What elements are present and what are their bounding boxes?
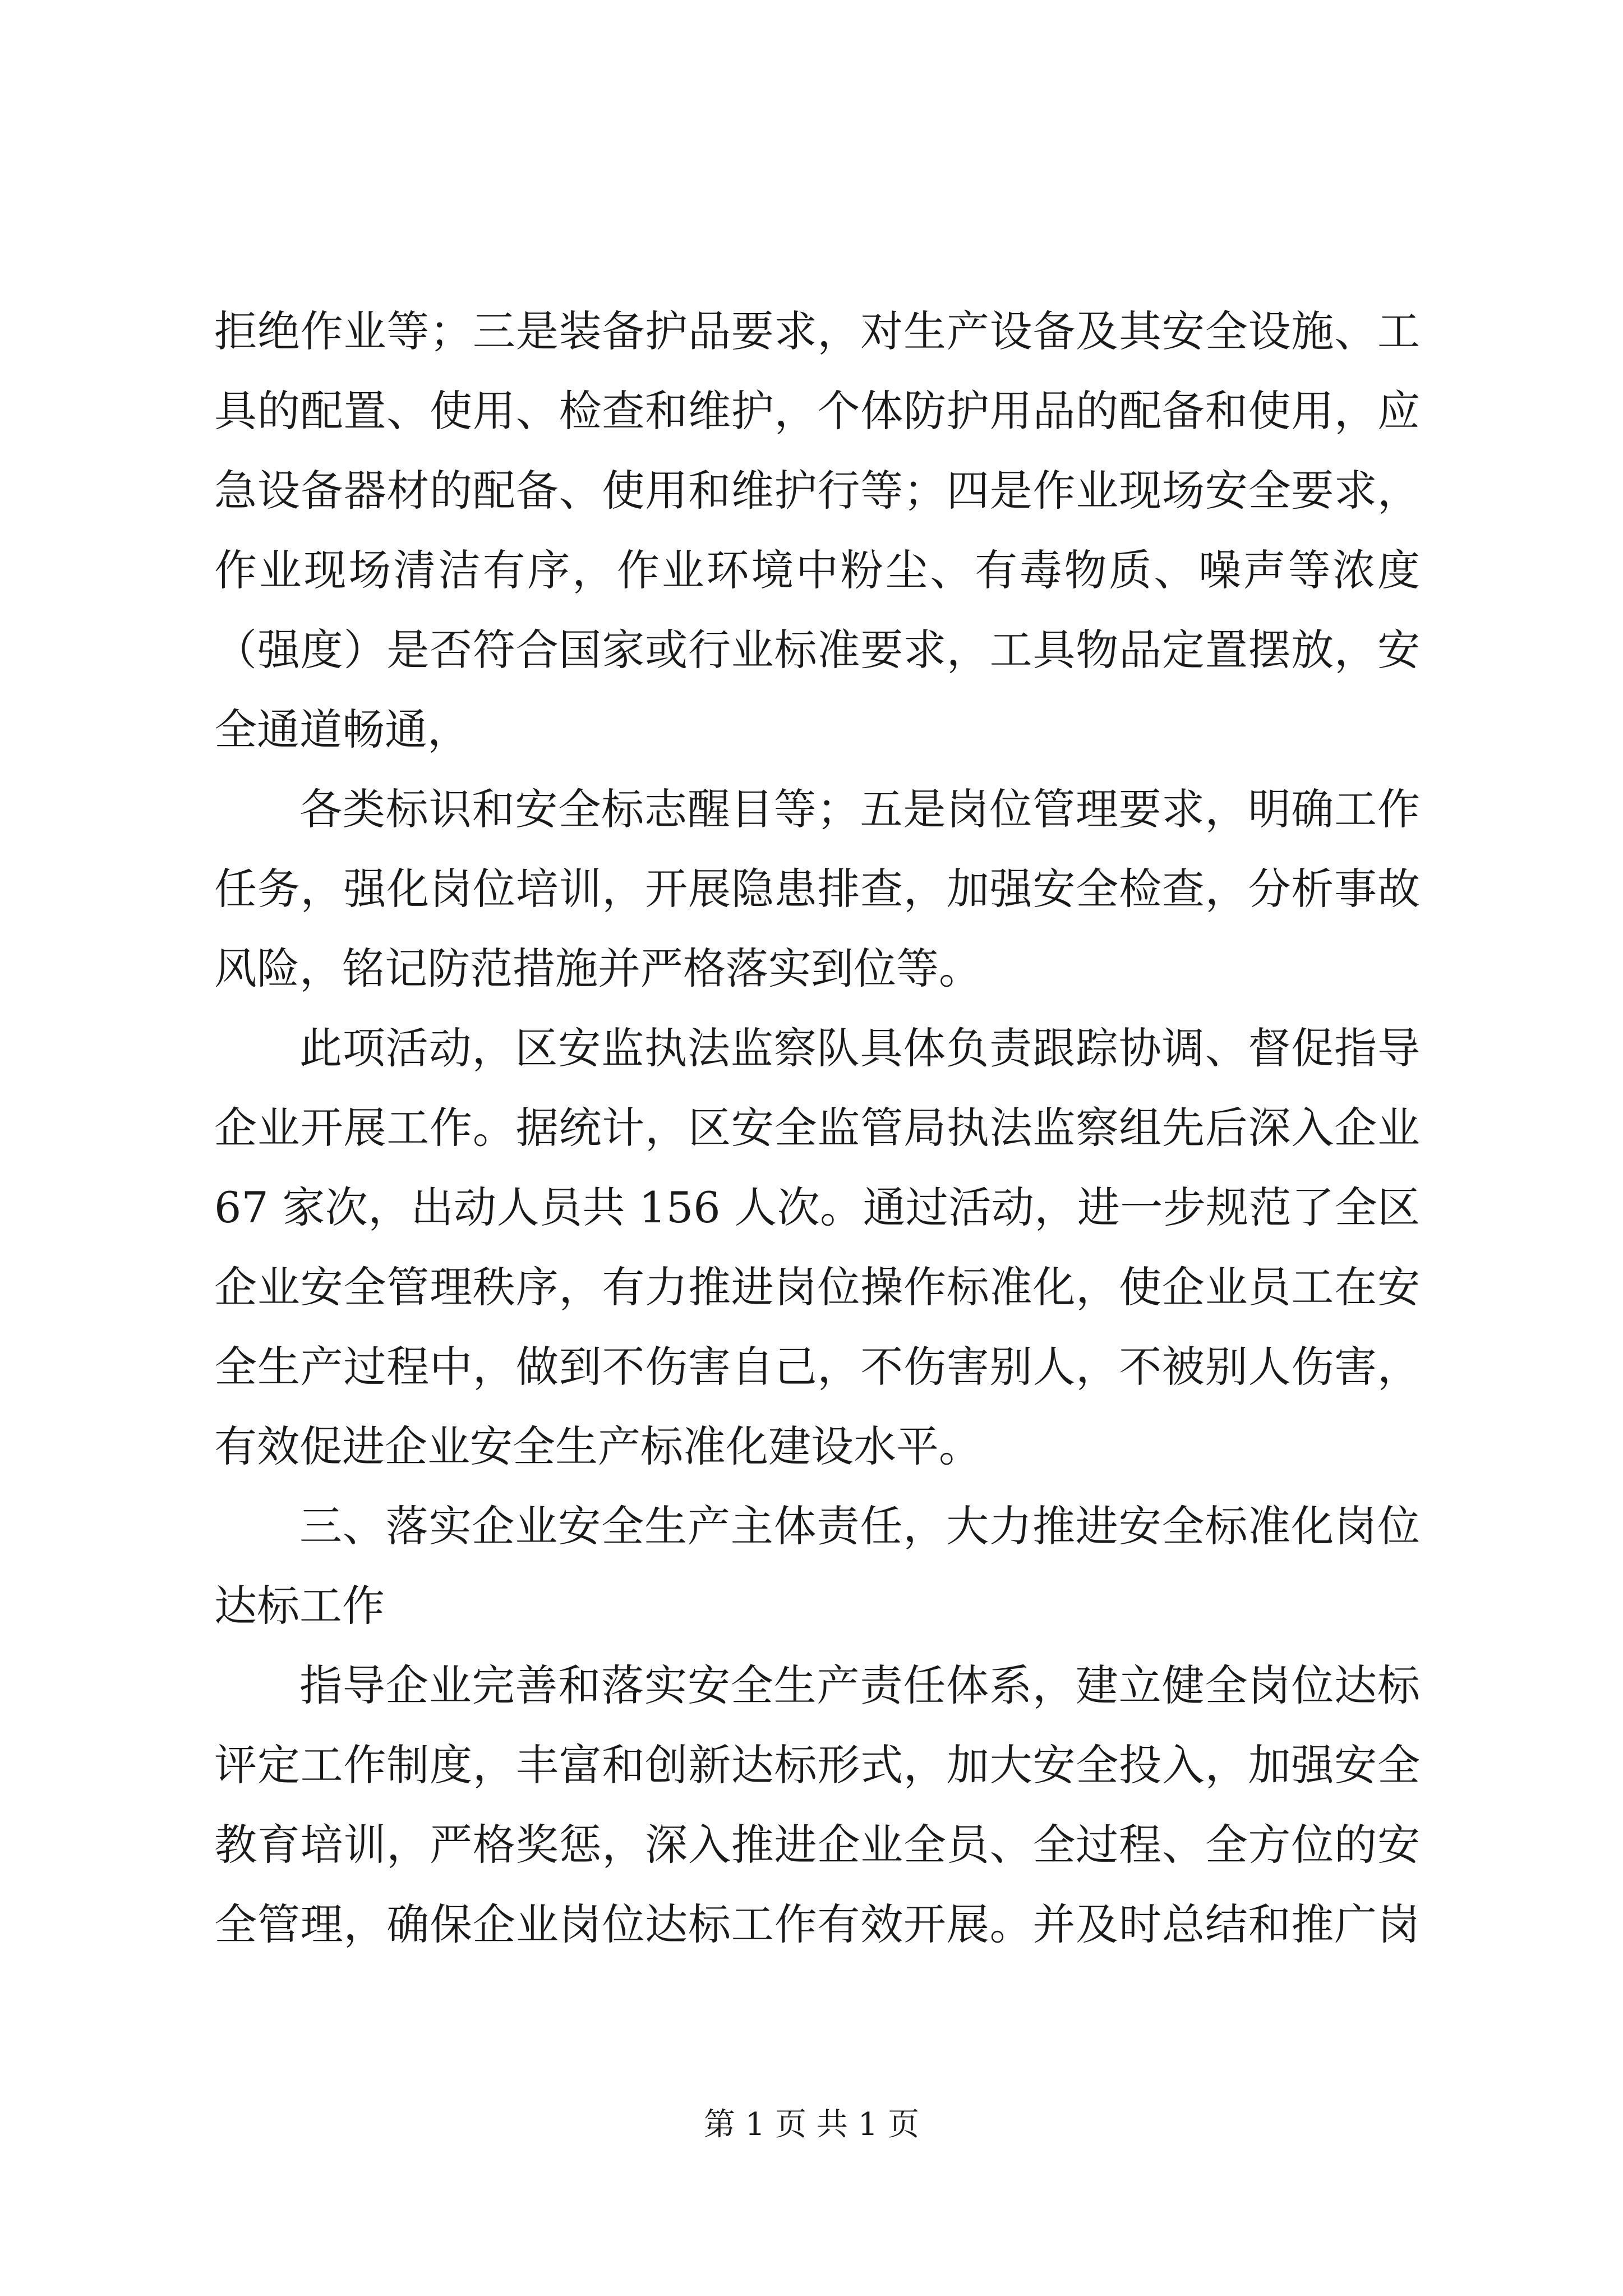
- text-line: 急设备器材的配备、使用和维护行等；四是作业现场安全要求，: [214, 466, 1420, 516]
- text-line: 评定工作制度，丰富和创新达标形式，加大安全投入，加强安全: [214, 1740, 1420, 1790]
- text-line: 拒绝作业等；三是装备护品要求，对生产设备及其安全设施、工: [214, 306, 1420, 356]
- document-body: [214, 292, 1420, 1964]
- text-line: 指导企业完善和落实安全生产责任体系，建立健全岗位达标: [299, 1660, 1420, 1710]
- section-heading: 达标工作: [214, 1581, 385, 1631]
- text-line: 67 家次，出动人员共 156 人次。通过活动，进一步规范了全区: [214, 1182, 1420, 1232]
- text-line: 有效促进企业安全生产标准化建设水平。: [214, 1421, 981, 1471]
- text-line: 企业安全管理秩序，有力推进岗位操作标准化，使企业员工在安: [214, 1262, 1420, 1312]
- text-line: 全通道畅通，: [214, 705, 470, 754]
- page-footer: 第 1 页 共 1 页: [703, 2106, 920, 2143]
- text-line: 此项活动，区安监执法监察队具体负责跟踪协调、督促指导: [299, 1023, 1420, 1073]
- text-line: 教育培训，严格奖惩，深入推进企业全员、全过程、全方位的安: [214, 1820, 1420, 1870]
- text-line: 具的配置、使用、检查和维护，个体防护用品的配备和使用，应: [214, 386, 1420, 436]
- text-line: 企业开展工作。据统计，区安全监管局执法监察组先后深入企业: [214, 1103, 1420, 1153]
- text-line: 全生产过程中，做到不伤害自己，不伤害别人，不被别人伤害，: [214, 1342, 1420, 1392]
- section-heading: 三、落实企业安全生产主体责任，大力推进安全标准化岗位: [299, 1501, 1420, 1551]
- text-line: 作业现场清洁有序，作业环境中粉尘、有毒物质、噪声等浓度: [214, 545, 1420, 595]
- text-line: （强度）是否符合国家或行业标准要求，工具物品定置摆放，安: [214, 625, 1420, 675]
- text-line: 风险，铭记防范措施并严格落实到位等。: [214, 944, 981, 993]
- text-line: 全管理，确保企业岗位达标工作有效开展。并及时总结和推广岗: [214, 1899, 1420, 1949]
- text-line: 任务，强化岗位培训，开展隐患排查，加强安全检查，分析事故: [214, 864, 1420, 914]
- text-line: 各类标识和安全标志醒目等；五是岗位管理要求，明确工作: [299, 784, 1420, 834]
